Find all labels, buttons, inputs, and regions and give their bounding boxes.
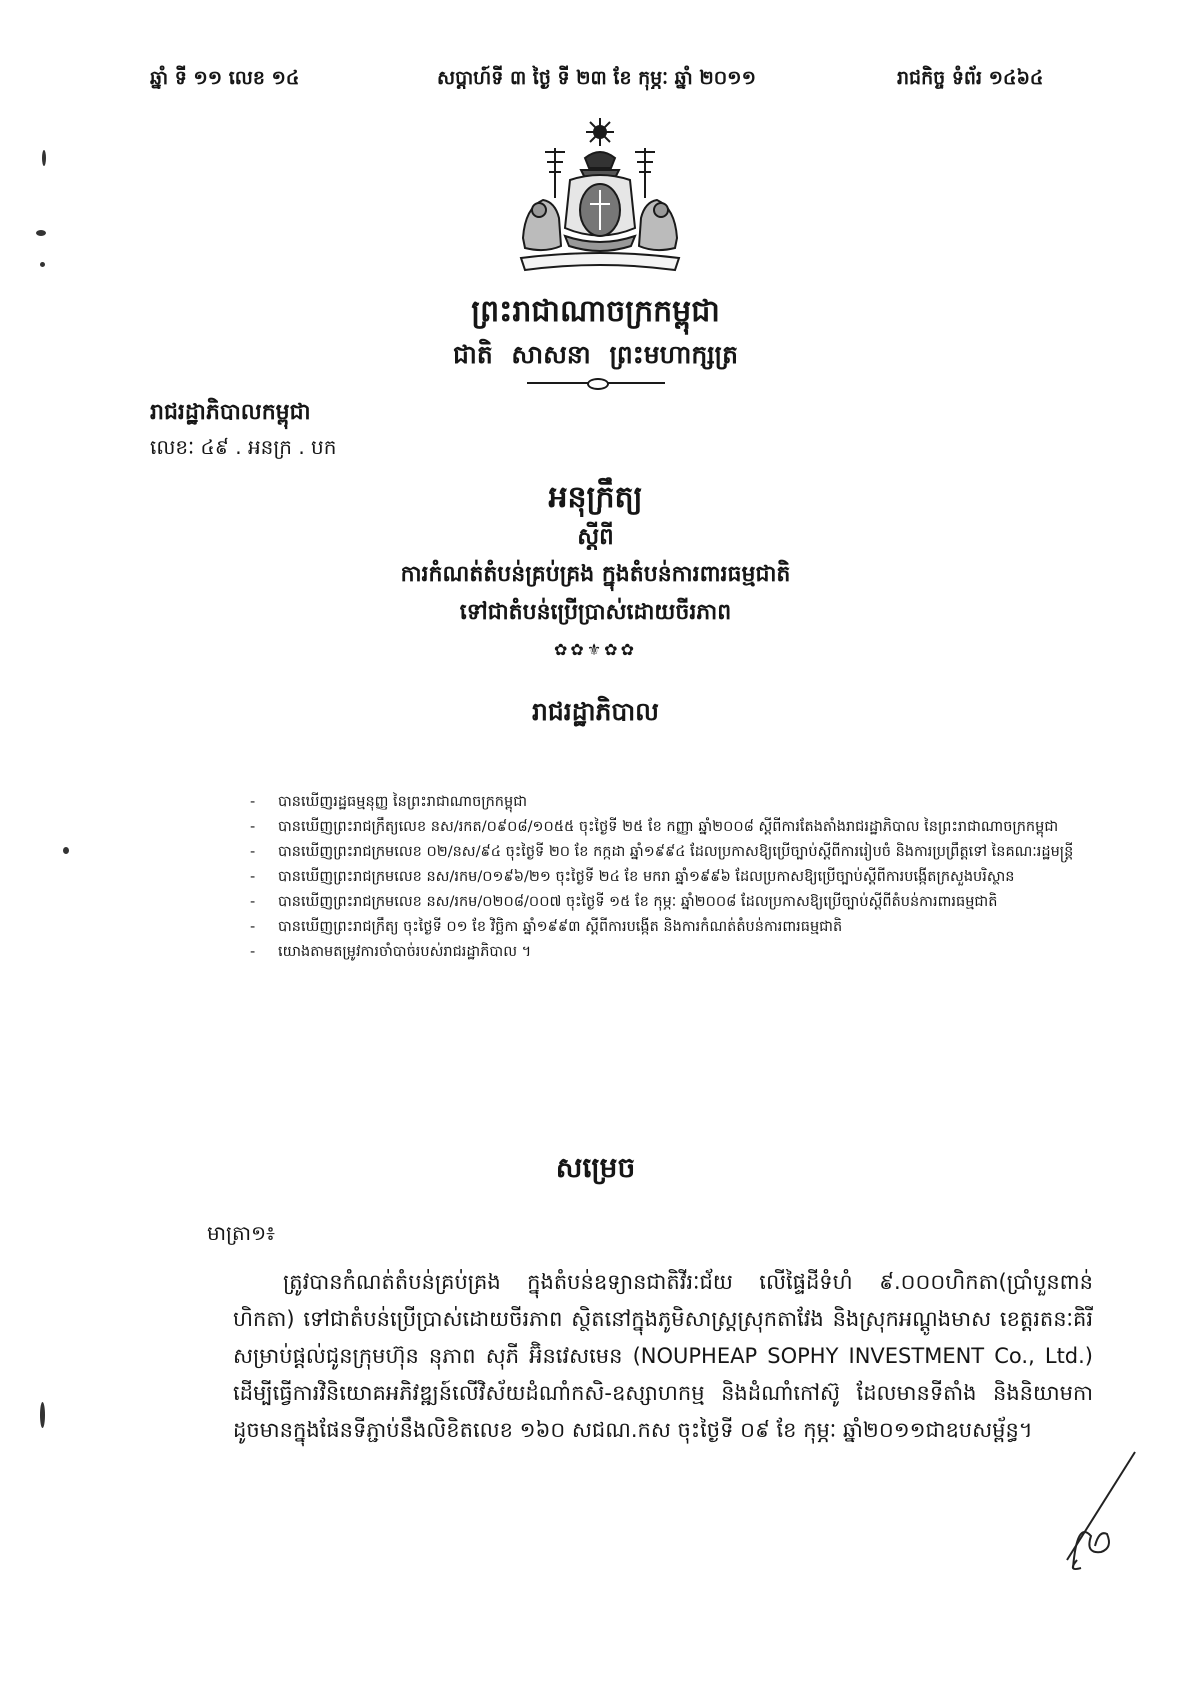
consideration-item: - បានឃើញរដ្ឋធម្មនុញ្ញ នៃព្រះរាជាណាចក្រកម្ពុជា	[250, 794, 528, 810]
decree-number: លេខៈ ៤៩ . អនក្រ . បក	[150, 435, 337, 459]
consideration-item: - បានឃើញព្រះរាជក្រមលេខ នស/រកម/០២០៨/០០៧ ចុះថ្ងៃទី ១៥ ខែ កុម្ភៈ ឆ្នាំ២០០៨ ដែលប្រកាសឱ្យប្រើច្បាប់ស្តីពីតំបន់ការពារធម្មជាតិ	[250, 894, 998, 910]
gazette-date: សប្តាហ៍ទី ៣ ថ្ងៃ ទី ២៣ ខែ កុម្ភៈ ឆ្នាំ ២០១១	[437, 67, 756, 89]
handwritten-initials-signature	[1055, 1450, 1140, 1575]
consideration-item: - បានឃើញព្រះរាជក្រមលេខ ០២/នស/៩៤ ចុះថ្ងៃទី ២០ ខែ កក្កដា ឆ្នាំ១៩៩៤ ដែលប្រកាសឱ្យប្រើច្បាប់ស្តីពីការរៀបចំ និងការប្រព្រឹត្តទៅ នៃគណៈរដ្ឋមន្ត្រី	[250, 844, 1074, 860]
considerations-list	[250, 790, 1075, 965]
kingdom-name: ព្រះរាជាណាចក្រកម្ពុជា	[471, 294, 720, 329]
decree-title-line-1: ការកំណត់តំបន់គ្រប់គ្រង ក្នុងតំបន់ការពារធម្មជាតិ	[400, 562, 791, 587]
scan-mark	[63, 847, 69, 854]
scan-mark	[36, 230, 46, 236]
consideration-item: - បានឃើញព្រះរាជក្រមលេខ នស/រកម/០១៩៦/២១ ចុះថ្ងៃទី ២៤ ខែ មករា ឆ្នាំ១៩៩៦ ដែលប្រកាសឱ្យប្រើច្បាប់ស្តីពីការបង្កើតក្រសួងបរិស្ថាន	[250, 869, 1015, 885]
decision-heading: សម្រេច	[555, 1151, 636, 1184]
consideration-item: - បានឃើញព្រះរាជក្រឹត្យ ចុះថ្ងៃទី ០១ ខែ វិច្ឆិកា ឆ្នាំ១៩៩៣ ស្តីពីការបង្កើត និងការកំណត់តំបន់ការពារធម្មជាតិ	[250, 919, 843, 935]
decree-subject-intro: ស្តីពី	[577, 524, 614, 550]
government-heading: រាជរដ្ឋាភិបាល	[532, 697, 659, 726]
divider-ornament	[587, 378, 609, 390]
issuing-authority: រាជរដ្ឋាភិបាលកម្ពុជា	[150, 400, 311, 425]
gazette-page-number: រាជកិច្ច ទំព័រ ១៤៦៤	[897, 67, 1044, 89]
scan-mark	[42, 150, 46, 166]
gazette-year-issue: ឆ្នាំ ទី ១១ លេខ ១៤	[150, 67, 300, 89]
article-label: មាត្រា១៖	[207, 1221, 275, 1245]
scan-mark	[40, 262, 45, 267]
royal-coat-of-arms-emblem	[515, 118, 685, 273]
title-ornament: ✿✿⚜✿✿	[554, 640, 637, 659]
decree-type-heading: អនុក្រឹត្យ	[548, 480, 643, 515]
consideration-item: - យោងតាមតម្រូវការចាំបាច់របស់រាជរដ្ឋាភិបាល ។	[250, 944, 532, 960]
article-body: ត្រូវបានកំណត់តំបន់គ្រប់គ្រង ក្នុងតំបន់ឧទ្យានជាតិវីរៈជ័យ លើផ្ទៃដីទំហំ ៩.០០០ហិកតា(ប្រាំបួនពាន់ហិកតា) ទៅជាតំបន់ប្រើប្រាស់ដោយចីរភាព ស្ថិតនៅក្នុងភូមិសាស្ត្រស្រុកតាវែង និងស្រុកអណ្តូងមាស ខេត្តរតនៈគិរី សម្រាប់ផ្តល់ជូនក្រុមហ៊ុន នុភាព សុភី អ៊ិនវេសមេន (NOUPHEAP SOPHY INVESTMENT Co., Ltd.) ដើម្បីធ្វើការវិនិយោគអភិវឌ្ឍន៍លើវិស័យដំណាំកសិ-ឧស្សាហកម្ម និងដំណាំកៅស៊ូ ដែលមានទីតាំង និងនិយាមកា ដូចមានក្នុងផែនទីភ្ជាប់នឹងលិខិតលេខ ១៦០ សជណ.កស ចុះថ្ងៃទី ០៩ ខែ កុម្ភៈ ឆ្នាំ២០១១ជាឧបសម្ព័ន្ធ។	[233, 1270, 1093, 1442]
decree-title-line-2: ទៅជាតំបន់ប្រើប្រាស់ដោយចីរភាព	[459, 600, 732, 625]
consideration-item: - បានឃើញព្រះរាជក្រឹត្យលេខ នស/រកត/០៩០៨/១០៥៥ ចុះថ្ងៃទី ២៥ ខែ កញ្ញា ឆ្នាំ២០០៨ ស្តីពីការតែងតាំងរាជរដ្ឋាភិបាល នៃព្រះរាជាណាចក្រកម្ពុជា	[250, 819, 1059, 835]
national-motto: ជាតិ សាសនា ព្រះមហាក្សត្រ	[453, 340, 738, 369]
scan-mark	[40, 1402, 45, 1428]
